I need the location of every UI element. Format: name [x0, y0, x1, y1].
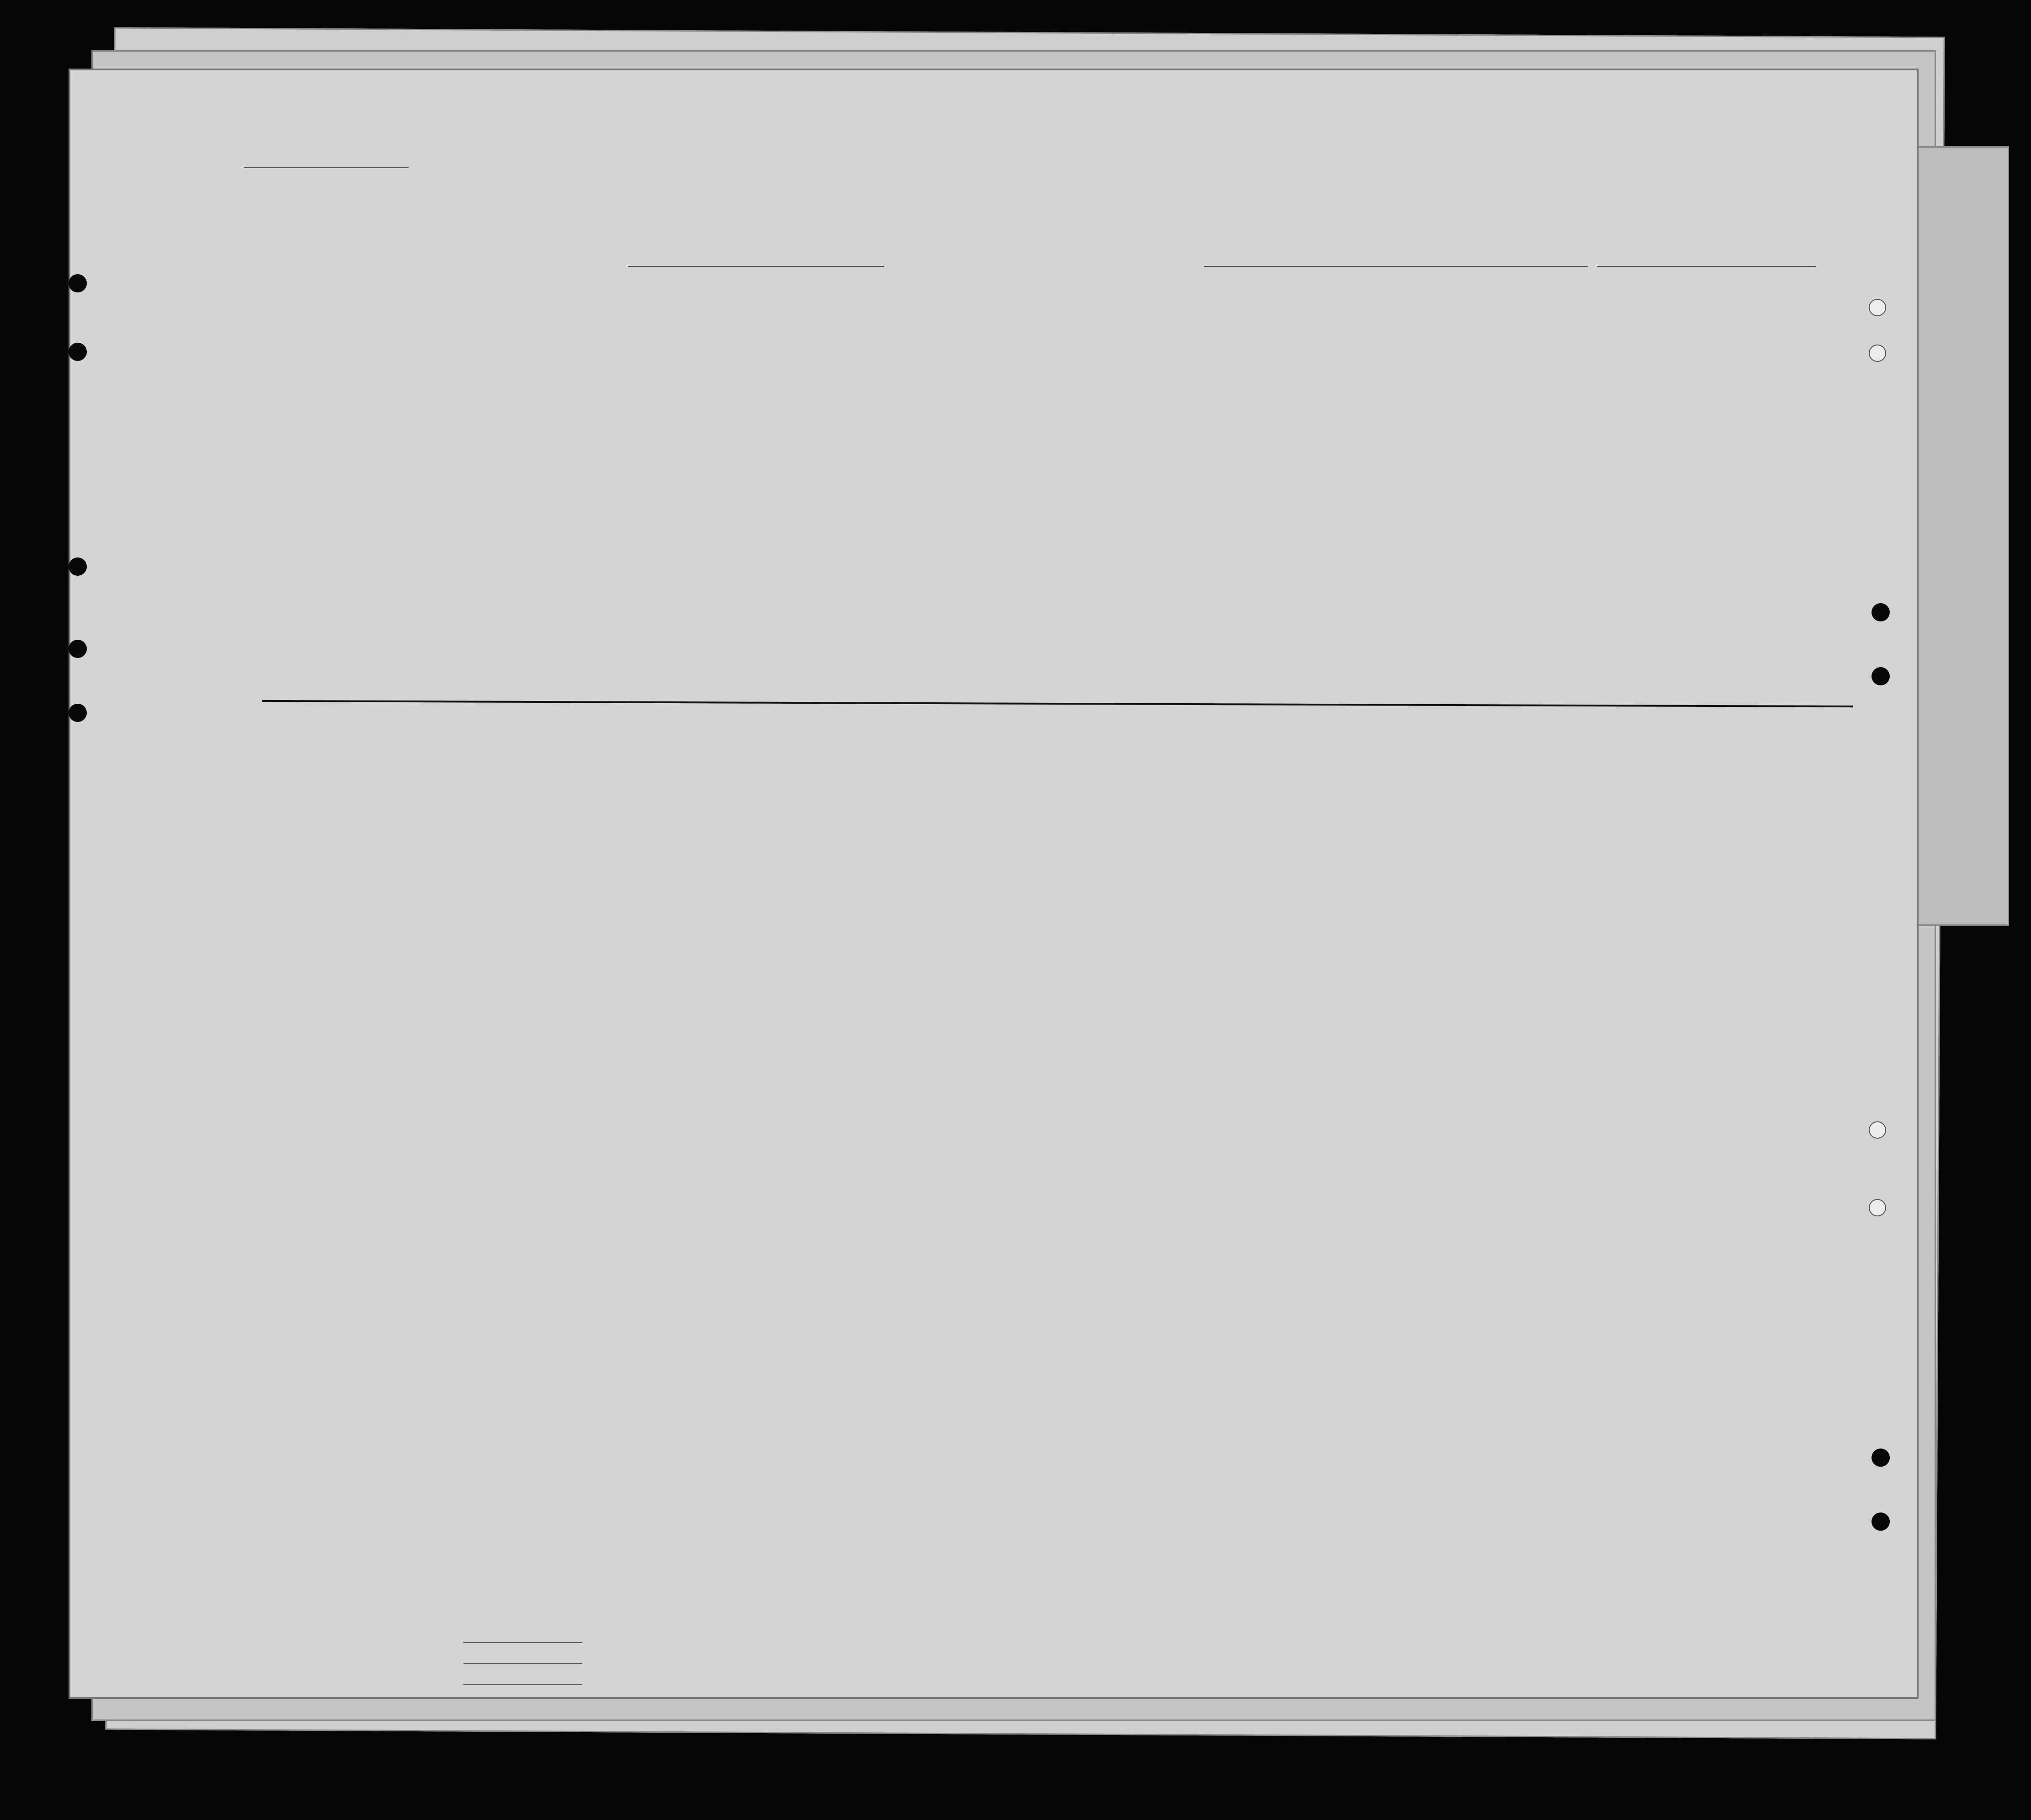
right-sheet: [1915, 146, 2009, 926]
line-7-strike: [262, 700, 1853, 707]
punch-hole: [69, 557, 87, 576]
punch-hole: [69, 343, 87, 361]
binder-hole: [1869, 345, 1886, 362]
ship-underline: [628, 266, 884, 267]
binder-hole: [1869, 1199, 1886, 1216]
binder-hole: [1869, 299, 1886, 316]
punch-hole: [69, 640, 87, 658]
total-line: [463, 1642, 582, 1643]
manifest-sheet: [69, 69, 1919, 1699]
port-underline: [1204, 266, 1588, 267]
list-underline: [244, 167, 409, 168]
binder-hole: [1869, 1121, 1886, 1139]
punch-hole: [1871, 1449, 1890, 1467]
punch-hole: [1871, 1512, 1890, 1531]
date-underline: [1597, 266, 1816, 267]
punch-hole: [1871, 603, 1890, 621]
punch-hole: [69, 274, 87, 292]
citizens-line: [463, 1663, 582, 1664]
punch-hole: [69, 704, 87, 722]
punch-hole: [1871, 667, 1890, 685]
aliens-line: [463, 1684, 582, 1685]
